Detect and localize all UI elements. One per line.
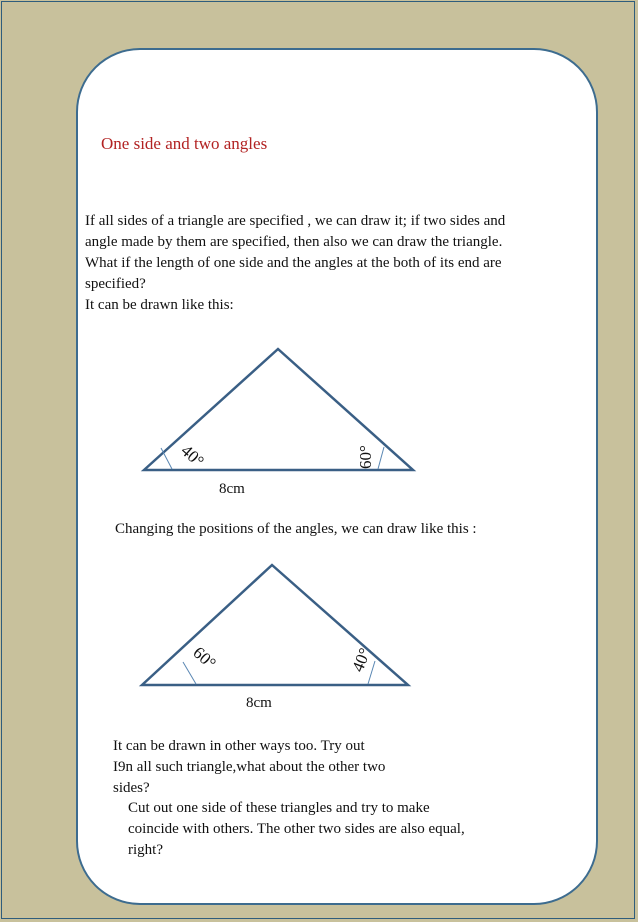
triangle-1-base-label: 8cm	[219, 481, 245, 497]
try-out-line: sides?	[113, 780, 150, 796]
triangle-1-left-angle-label: 40°	[177, 440, 208, 471]
intro-line: specified?	[85, 276, 146, 292]
section-heading: One side and two angles	[101, 134, 268, 153]
triangle-2-base-label: 8cm	[246, 695, 272, 711]
intro-line: If all sides of a triangle are specified , we can draw it; if two sides and	[85, 213, 506, 229]
cut-out-paragraph	[128, 798, 465, 861]
changing-positions-caption: Changing the positions of the angles, we can draw like this :	[115, 521, 477, 537]
intro-line: It can be drawn like this:	[85, 297, 234, 313]
triangle-2-left-angle-tick	[183, 662, 196, 684]
intro-line: angle made by them are specified, then also we can draw the triangle.	[85, 234, 503, 250]
cut-out-line: coincide with others. The other two sides are also equal,	[128, 821, 465, 837]
try-out-paragraph	[113, 736, 385, 799]
cut-out-line: Cut out one side of these triangles and try to make	[128, 800, 430, 816]
intro-line: What if the length of one side and the angles at the both of its end are	[85, 255, 502, 271]
try-out-line: I9n all such triangle,what about the other two	[113, 759, 386, 775]
triangle-2-left-angle-label: 60°	[189, 642, 220, 673]
triangle-1-right-angle-label: 60°	[356, 445, 375, 469]
triangle-2-right-angle-label: 40°	[348, 645, 375, 675]
try-out-line: It can be drawn in other ways too. Try out	[113, 738, 365, 754]
cut-out-line: right?	[128, 842, 163, 858]
